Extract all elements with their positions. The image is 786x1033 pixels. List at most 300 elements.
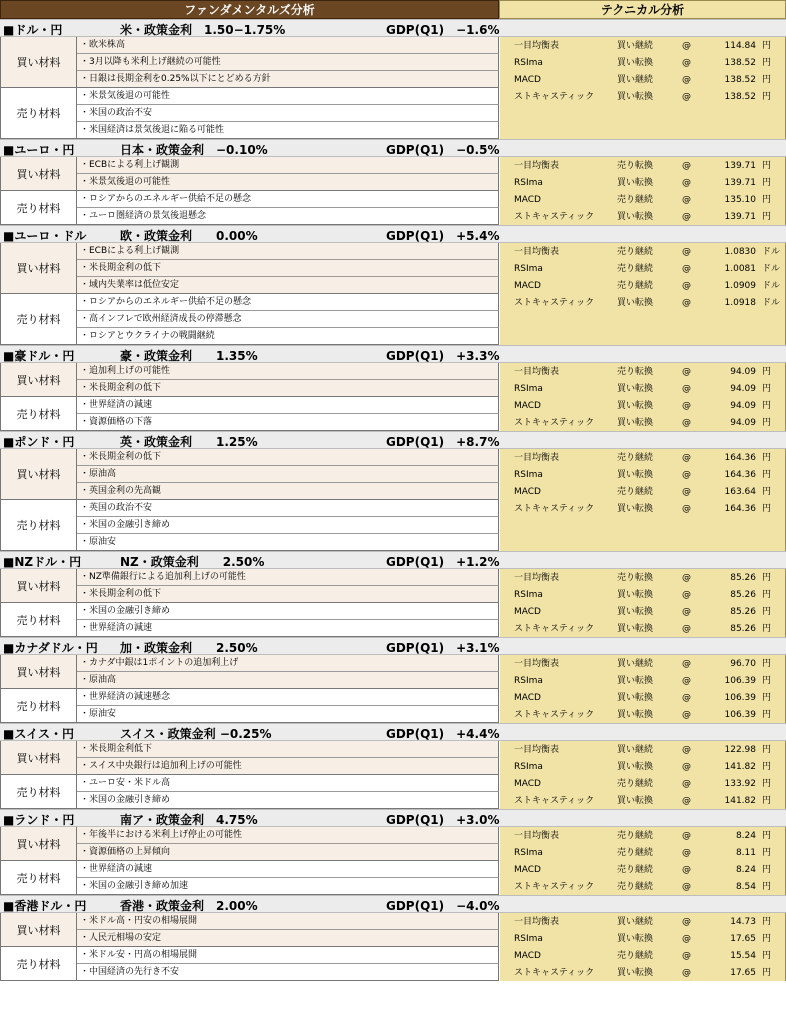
indicator-name: 一目均衡表 [514,367,560,377]
buy-label: 買い材料 [0,157,77,190]
indicator-unit: 円 [762,212,772,222]
policy-rate: スイス・政策金利 −0.25% [120,727,272,741]
indicator-unit: 円 [762,487,772,497]
buy-item: ・米長期金利の低下 [77,586,499,603]
sell-item: ・ロシアからのエネルギー供給不足の懸念 [77,191,499,208]
at-mark: @ [682,401,691,411]
indicator-name: 一目均衡表 [514,161,560,171]
sell-label: 売り材料 [0,294,77,344]
indicator-row [500,467,786,484]
section-title [0,809,786,827]
buy-item: ・米ドル高・円安の相場展開 [77,913,499,930]
at-mark: @ [682,195,691,205]
indicator-value: 106.39 [724,710,756,720]
sell-group [0,689,499,723]
indicator-value: 17.65 [730,968,756,978]
indicator-value: 163.64 [724,487,756,497]
indicator-row [500,604,786,621]
indicator-unit: 円 [762,418,772,428]
indicator-name: RSIma [514,58,543,68]
policy-rate: 欧・政策金利 0.00% [120,229,258,243]
sell-group [0,88,499,139]
buy-item: ・年後半における米利上げ停止の可能性 [77,827,499,844]
section-title [0,345,786,363]
buy-group [0,449,499,500]
indicator-unit: 円 [762,917,772,927]
sell-item: ・ロシアとウクライナの戦闘継続 [77,328,499,345]
buy-label: 買い材料 [0,569,77,602]
indicator-name: RSIma [514,384,543,394]
buy-item: ・ECBによる利上げ観測 [77,157,499,174]
buy-label: 買い材料 [0,37,77,87]
indicator-row [500,948,786,965]
indicator-signal: 売り継続 [617,195,654,205]
gdp-value: GDP(Q1) +5.4% [386,229,500,243]
section-title [0,895,786,913]
technical-panel [500,655,786,723]
buy-group [0,363,499,397]
at-mark: @ [682,58,691,68]
sell-item: ・米国の金融引き締め [77,792,499,809]
buy-label: 買い材料 [0,741,77,774]
sell-label: 売り材料 [0,861,77,894]
indicator-unit: 円 [762,796,772,806]
indicator-value: 94.09 [730,418,756,428]
indicator-unit: 円 [762,573,772,583]
indicator-name: 一目均衡表 [514,41,560,51]
indicator-signal: 買い転換 [617,504,654,514]
indicator-signal: 買い転換 [617,607,654,617]
sell-item: ・ユーロ安・米ドル高 [77,775,499,792]
buy-group [0,655,499,689]
indicator-unit: 円 [762,367,772,377]
indicator-row [500,707,786,724]
indicator-name: RSIma [514,470,543,480]
at-mark: @ [682,848,691,858]
indicator-row [500,364,786,381]
buy-label: 買い材料 [0,243,77,293]
indicator-unit: 円 [762,968,772,978]
pair-name: ■ユーロ・円 [3,143,75,157]
indicator-row [500,295,786,312]
indicator-signal: 売り継続 [617,831,654,841]
buy-item: ・人民元相場の安定 [77,930,499,947]
at-mark: @ [682,693,691,703]
indicator-name: ストキャスティック [514,298,595,308]
indicator-name: 一目均衡表 [514,659,560,669]
sell-label: 売り材料 [0,947,77,980]
indicator-value: 8.54 [735,882,756,892]
at-mark: @ [682,590,691,600]
technical-header: テクニカル分析 [499,0,786,19]
at-mark: @ [682,607,691,617]
indicator-row [500,415,786,432]
fundamental-header: ファンダメンタルズ分析 [0,0,499,19]
sell-group [0,191,499,225]
indicator-unit: 円 [762,504,772,514]
indicator-value: 135.10 [724,195,756,205]
sell-item: ・ロシアからのエネルギー供給不足の懸念 [77,294,499,311]
buy-label: 買い材料 [0,449,77,499]
pair-name: ■スイス・円 [3,727,74,741]
indicator-name: RSIma [514,848,543,858]
indicator-unit: ドル [762,247,781,257]
policy-rate: 香港・政策金利 2.00% [120,899,258,913]
policy-rate: NZ・政策金利 2.50% [120,555,265,569]
at-mark: @ [682,934,691,944]
indicator-unit: 円 [762,75,772,85]
indicator-name: MACD [514,865,541,875]
indicator-value: 138.52 [724,75,756,85]
indicator-value: 164.36 [724,504,756,514]
at-mark: @ [682,882,691,892]
currency-section [0,723,786,809]
buy-item: ・3月以降も米利上げ継続の可能性 [77,54,499,71]
indicator-unit: 円 [762,676,772,686]
indicator-signal: 買い転換 [617,418,654,428]
indicator-row [500,742,786,759]
indicator-signal: 買い転換 [617,624,654,634]
indicator-value: 8.24 [735,831,756,841]
sell-item: ・米国の金融引き締め [77,603,499,620]
buy-group [0,827,499,861]
indicator-signal: 買い転換 [617,401,654,411]
indicator-signal: 買い転換 [617,298,654,308]
sell-group [0,294,499,345]
technical-panel [500,363,786,431]
sell-item: ・米景気後退の可能性 [77,88,499,105]
indicator-name: ストキャスティック [514,418,595,428]
at-mark: @ [682,676,691,686]
buy-item: ・米景気後退の可能性 [77,174,499,191]
indicator-unit: 円 [762,951,772,961]
indicator-signal: 売り転換 [617,161,654,171]
indicator-name: MACD [514,487,541,497]
sell-item: ・世界経済の減速懸念 [77,689,499,706]
at-mark: @ [682,710,691,720]
indicator-name: MACD [514,693,541,703]
indicator-row [500,862,786,879]
indicator-row [500,501,786,518]
indicator-unit: 円 [762,710,772,720]
buy-item: ・スイス中央銀行は追加利上げの可能性 [77,758,499,775]
buy-item: ・追加利上げの可能性 [77,363,499,380]
section-title [0,723,786,741]
indicator-unit: 円 [762,848,772,858]
pair-name: ■ポンド・円 [3,435,75,449]
gdp-value: GDP(Q1) +3.3% [386,349,500,363]
indicator-unit: 円 [762,590,772,600]
currency-section [0,345,786,431]
indicator-signal: 売り転換 [617,573,654,583]
indicator-unit: 円 [762,58,772,68]
indicator-value: 114.84 [724,41,756,51]
indicator-signal: 買い継続 [617,659,654,669]
indicator-row [500,278,786,295]
sell-item: ・資源価格の下落 [77,414,499,431]
indicator-value: 85.26 [730,607,756,617]
indicator-value: 139.71 [724,161,756,171]
pair-name: ■カナダドル・円 [3,641,98,655]
sell-label: 売り材料 [0,689,77,722]
indicator-value: 8.11 [735,848,756,858]
indicator-name: MACD [514,607,541,617]
indicator-signal: 買い転換 [617,590,654,600]
sell-item: ・世界経済の減速 [77,397,499,414]
indicator-value: 94.09 [730,367,756,377]
sell-label: 売り材料 [0,88,77,138]
at-mark: @ [682,41,691,51]
indicator-value: 106.39 [724,693,756,703]
at-mark: @ [682,796,691,806]
at-mark: @ [682,281,691,291]
indicator-value: 141.82 [724,796,756,806]
indicator-name: MACD [514,401,541,411]
indicator-name: MACD [514,951,541,961]
indicator-unit: ドル [762,264,781,274]
section-title [0,431,786,449]
indicator-unit: ドル [762,281,781,291]
sell-group [0,947,499,981]
sell-item: ・中国経済の先行き不安 [77,964,499,981]
gdp-value: GDP(Q1) +8.7% [386,435,500,449]
policy-rate: 米・政策金利 1.50−1.75% [120,23,286,37]
indicator-unit: 円 [762,453,772,463]
indicator-name: RSIma [514,590,543,600]
at-mark: @ [682,212,691,222]
indicator-unit: 円 [762,161,772,171]
indicator-signal: 売り継続 [617,779,654,789]
indicator-row [500,570,786,587]
gdp-value: GDP(Q1) −0.5% [386,143,500,157]
indicator-row [500,89,786,106]
indicator-name: RSIma [514,264,543,274]
indicator-row [500,828,786,845]
indicator-value: 85.26 [730,624,756,634]
indicator-row [500,158,786,175]
at-mark: @ [682,384,691,394]
technical-panel [500,913,786,981]
at-mark: @ [682,745,691,755]
buy-group [0,913,499,947]
sell-group [0,861,499,895]
indicator-signal: 買い転換 [617,934,654,944]
indicator-value: 164.36 [724,453,756,463]
sell-item: ・米国経済は景気後退に陥る可能性 [77,122,499,139]
indicator-unit: 円 [762,831,772,841]
sell-item: ・原油安 [77,534,499,551]
at-mark: @ [682,75,691,85]
indicator-unit: 円 [762,693,772,703]
policy-rate: 英・政策金利 1.25% [120,435,258,449]
indicator-row [500,656,786,673]
buy-item: ・英国金利の先高観 [77,483,499,500]
indicator-value: 139.71 [724,178,756,188]
policy-rate: 南ア・政策金利 4.75% [120,813,258,827]
at-mark: @ [682,264,691,274]
indicator-signal: 売り継続 [617,453,654,463]
indicator-row [500,587,786,604]
indicator-value: 94.09 [730,401,756,411]
sell-group [0,775,499,809]
indicator-name: ストキャスティック [514,968,595,978]
indicator-value: 141.82 [724,762,756,772]
buy-item: ・米長期金利の低下 [77,449,499,466]
buy-item: ・欧米株高 [77,37,499,54]
indicator-signal: 買い転換 [617,710,654,720]
indicator-name: 一目均衡表 [514,917,560,927]
currency-section [0,809,786,895]
indicator-unit: 円 [762,779,772,789]
buy-item: ・日銀は長期金利を0.25%以下にとどめる方針 [77,71,499,88]
indicator-signal: 売り継続 [617,487,654,497]
at-mark: @ [682,178,691,188]
indicator-unit: 円 [762,762,772,772]
indicator-row [500,793,786,810]
indicator-name: ストキャスティック [514,882,595,892]
at-mark: @ [682,92,691,102]
technical-panel [500,449,786,551]
indicator-signal: 買い継続 [617,917,654,927]
indicator-name: 一目均衡表 [514,831,560,841]
at-mark: @ [682,367,691,377]
indicator-unit: 円 [762,865,772,875]
currency-section [0,19,786,139]
indicator-unit: 円 [762,401,772,411]
indicator-value: 17.65 [730,934,756,944]
indicator-row [500,175,786,192]
indicator-value: 94.09 [730,384,756,394]
at-mark: @ [682,831,691,841]
sell-label: 売り材料 [0,775,77,808]
at-mark: @ [682,951,691,961]
buy-item: ・NZ準備銀行による追加利上げの可能性 [77,569,499,586]
indicator-row [500,38,786,55]
technical-panel [500,569,786,637]
indicator-signal: 売り継続 [617,882,654,892]
indicator-value: 96.70 [730,659,756,669]
at-mark: @ [682,418,691,428]
sell-item: ・世界経済の減速 [77,620,499,637]
indicator-value: 106.39 [724,676,756,686]
indicator-row [500,55,786,72]
indicator-unit: 円 [762,607,772,617]
indicator-signal: 買い転換 [617,693,654,703]
indicator-signal: 買い継続 [617,41,654,51]
indicator-name: 一目均衡表 [514,247,560,257]
at-mark: @ [682,624,691,634]
buy-group [0,37,499,88]
pair-name: ■ランド・円 [3,813,75,827]
indicator-name: MACD [514,779,541,789]
indicator-name: MACD [514,195,541,205]
indicator-signal: 買い転換 [617,676,654,686]
indicator-name: RSIma [514,934,543,944]
at-mark: @ [682,917,691,927]
indicator-value: 1.0918 [724,298,756,308]
indicator-name: RSIma [514,762,543,772]
at-mark: @ [682,504,691,514]
indicator-signal: 買い転換 [617,92,654,102]
buy-item: ・原油高 [77,672,499,689]
sell-item: ・米ドル安・円高の相場展開 [77,947,499,964]
indicator-unit: 円 [762,934,772,944]
indicator-row [500,72,786,89]
indicator-name: ストキャスティック [514,710,595,720]
at-mark: @ [682,487,691,497]
sell-label: 売り材料 [0,500,77,550]
indicator-value: 1.0830 [724,247,756,257]
indicator-signal: 売り転換 [617,367,654,377]
technical-panel [500,37,786,139]
indicator-value: 14.73 [730,917,756,927]
at-mark: @ [682,779,691,789]
indicator-row [500,845,786,862]
section-title [0,637,786,655]
indicator-value: 15.54 [730,951,756,961]
indicator-row [500,690,786,707]
indicator-unit: 円 [762,195,772,205]
policy-rate: 加・政策金利 2.50% [120,641,258,655]
indicator-name: ストキャスティック [514,504,595,514]
indicator-name: 一目均衡表 [514,453,560,463]
indicator-value: 8.24 [735,865,756,875]
at-mark: @ [682,762,691,772]
section-title [0,551,786,569]
indicator-signal: 買い転換 [617,58,654,68]
currency-section [0,431,786,551]
buy-item: ・米長期金利の低下 [77,260,499,277]
indicator-name: ストキャスティック [514,212,595,222]
indicator-unit: 円 [762,41,772,51]
sell-item: ・ユーロ圏経済の景気後退懸念 [77,208,499,225]
buy-item: ・ECBによる利上げ観測 [77,243,499,260]
policy-rate: 豪・政策金利 1.35% [120,349,258,363]
pair-name: ■ドル・円 [3,23,63,37]
indicator-row [500,914,786,931]
pair-name: ■ユーロ・ドル [3,229,87,243]
at-mark: @ [682,573,691,583]
at-mark: @ [682,470,691,480]
indicator-signal: 売り継続 [617,848,654,858]
indicator-name: MACD [514,75,541,85]
indicator-row [500,244,786,261]
sell-label: 売り材料 [0,191,77,224]
indicator-name: ストキャスティック [514,92,595,102]
sell-group [0,500,499,551]
indicator-name: MACD [514,281,541,291]
indicator-value: 138.52 [724,92,756,102]
buy-item: ・資源価格の上昇傾向 [77,844,499,861]
indicator-signal: 買い継続 [617,75,654,85]
at-mark: @ [682,453,691,463]
indicator-unit: ドル [762,298,781,308]
buy-item: ・米長期金利低下 [77,741,499,758]
indicator-unit: 円 [762,745,772,755]
technical-panel [500,243,786,345]
indicator-row [500,965,786,982]
indicator-value: 85.26 [730,590,756,600]
indicator-unit: 円 [762,624,772,634]
indicator-signal: 売り継続 [617,264,654,274]
sell-item: ・英国の政治不安 [77,500,499,517]
indicator-name: RSIma [514,178,543,188]
buy-item: ・域内失業率は低位安定 [77,277,499,294]
indicator-name: ストキャスティック [514,796,595,806]
buy-label: 買い材料 [0,655,77,688]
buy-group [0,569,499,603]
buy-group [0,157,499,191]
